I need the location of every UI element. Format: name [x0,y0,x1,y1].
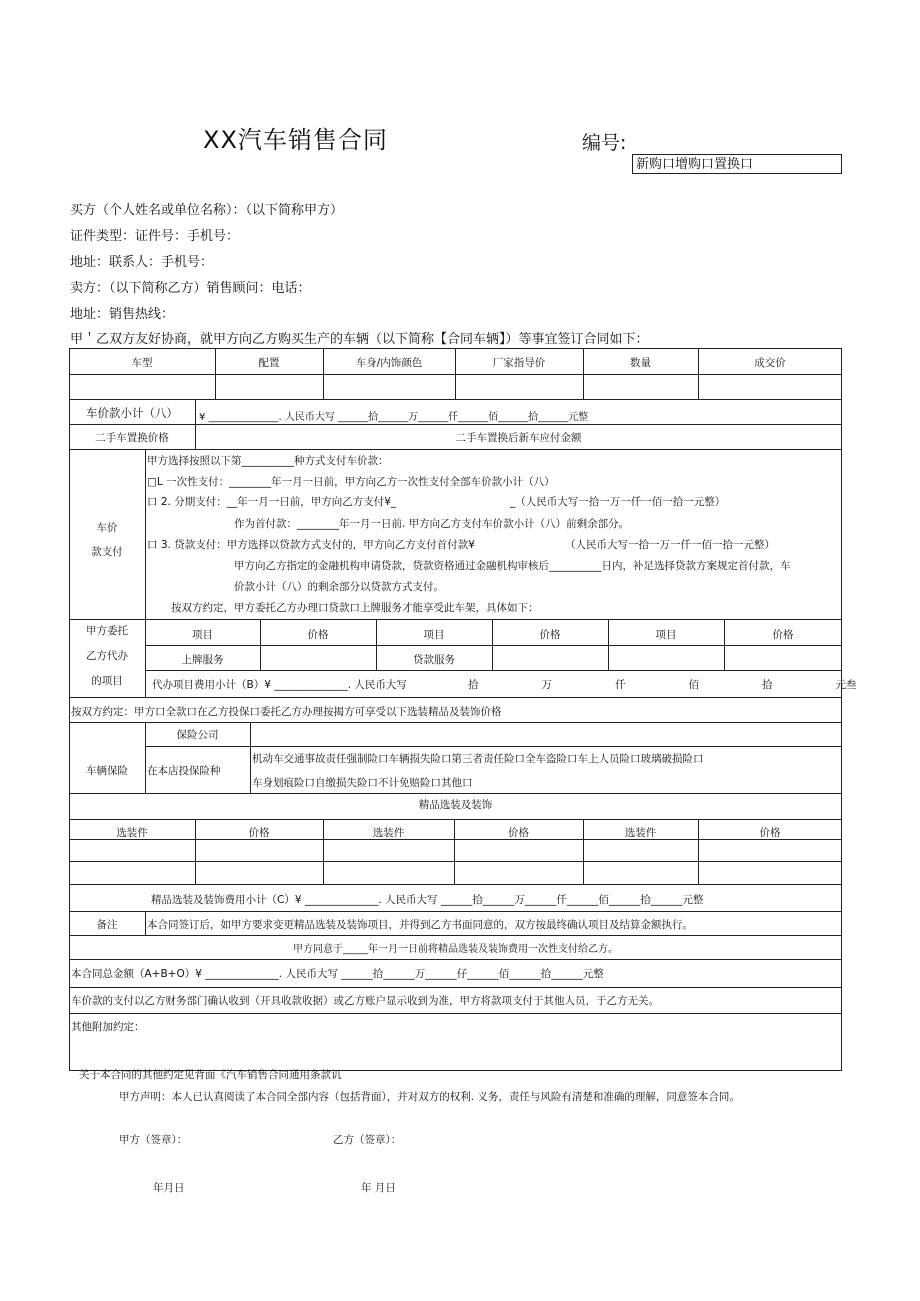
serial-number-label: 编号: [582,132,627,154]
accessories-header-price: 价格 [759,827,781,839]
accessories-title: 精品选装及装饰 [418,799,493,811]
trade-in-value: 二手车置换后新车应付金额 [455,432,582,444]
accessories-header-price: 价格 [248,827,270,839]
remarks-label: 备注 [96,919,118,931]
header-msrp: 厂家指导价 [492,357,546,369]
payment-label-1: 车价 [96,522,118,534]
trade-in-label: 二手车置换价格 [95,432,169,444]
other-terms-label: 其他附加约定： [71,1021,145,1033]
price-subtotal-label: 车价款小计（八） [86,406,178,420]
header-model: 车型 [131,357,153,369]
agency-label-3: 的项目 [91,675,123,687]
party-b-date[interactable]: 年 月日 [361,1182,396,1194]
agency-header-item: 项目 [655,629,677,641]
insurance-company-label: 保险公司 [176,729,219,741]
payment-option-full[interactable]: □L 一次性支付：________年一月一日前，甲方向乙方一次性支付全部车价款小计（八） [147,476,555,488]
insurance-agreement: 按双方约定：甲方口全款口在乙方投保口委托乙方办理按揭方可享受以下选装精品及装饰价格 [71,706,502,718]
header-config: 配置 [258,357,280,369]
agreement-intro: 甲＇乙双方友好协商，就甲方向乙方购买生产的车辆（以下简称【合同车辆】）等事宜签订合同如下： [70,332,649,347]
payment-installment-amount-words: _（人民币大写一拾一万一仟一佰一拾一元整） [510,496,726,508]
party-a-date[interactable]: 年月日 [153,1182,185,1194]
accessories-payment-agreement: 甲方同意于_____年一月一日前将精品选装及装饰费用一次性支付给乙方。 [293,944,618,955]
seller-address-line: 地址：销售热线： [70,307,175,322]
party-a-declaration: 甲方声明：本人已认真阅读了本合同全部内容（包括背面），并对双方的权利. 义务，责任与风险有清楚和准确的理解，同意签本合同。 [119,1091,740,1103]
seller-line: 卖方：（以下简称乙方）销售顾问：电话： [70,281,311,296]
agency-header-price: 价格 [772,629,794,641]
accessories-header-part: 选装件 [116,827,148,839]
agency-header-item: 项目 [192,629,213,641]
insurance-types-line-2[interactable]: 车身划痕险口自缴损失险口不计免赔险口其他口 [252,777,473,789]
payment-label-2: 款支付 [91,546,123,558]
header-deal-price: 成交价 [754,357,786,369]
payment-method-choice: 甲方选择按照以下第__________种方式支付车价款： [147,455,389,467]
payment-loan-terms-2: 价款小计（八）的剩余部分以贷款方式支付。 [234,581,444,593]
accessories-subtotal[interactable]: 精品选装及装饰费用小计（C）¥ ______________. 人民币大写 ______拾______万______仟______佰______拾______元整 [151,894,704,906]
price-subtotal-amount[interactable]: ¥ ______________. 人民币大写 ______拾______万______仟______佰______拾______元整 [199,412,589,423]
header-quantity: 数量 [630,357,651,369]
payment-option-loan[interactable]: 口 3. 贷款支付：甲方选择以贷款方式支付的，甲方向乙方支付首付款¥ [147,539,475,551]
contract-title: XX汽车销售合同 [203,126,388,154]
agency-header-price: 价格 [307,629,329,641]
contract-total-amount[interactable]: 本合同总金额（A+B+O）¥ ______________. 人民币大写 ______拾______万______仔______佰______拾______元整 [71,968,604,980]
agency-item-plate: 上牌服务 [181,654,224,666]
remarks-text: 本合同签订后，如甲方要求变更精品选装及装饰项目，并得到乙方书面同意的，双方按最终确认项目及结算金额执行。 [147,919,693,931]
payment-loan-terms-1: 甲方向乙方指定的金融机构申请贷款，贷款资格通过金融机构审核后__________日内，补足选择贷款方案规定首付款，车 [234,560,791,572]
payment-down-payment: 作为首付款：________年一月一日前. 甲方向乙方支付车价款小计（八）前剩余部分。 [234,518,630,530]
buyer-id-line: 证件类型：证件号：手机号： [70,229,240,244]
buyer-line: 买方（个人姓名或单位名称）：（以下简称甲方） [70,203,344,218]
payment-option-installment[interactable]: 口 2. 分期支付：__年一月一日前，甲方向乙方支付¥_ [147,496,397,508]
agency-header-price: 价格 [539,629,561,641]
agency-header-item: 项目 [423,629,445,641]
general-terms-note: 关于本合同的其他约定见背面《汽车销售合同通用条款讥 [79,1069,342,1081]
insurance-local-label: 在本店投保险种 [147,765,221,777]
purchase-type-options[interactable]: 新购口增购口置换口 [632,154,842,174]
payment-loan-amount-words: （人民币大写一拾一万一仟一佰一拾一元整） [565,539,775,551]
header-color: 车身/内饰颜色 [355,357,423,369]
insurance-types-line-1[interactable]: 机动车交通事故责任强制险口车辆损失险口第三者责任险口全车盗险口车上人员险口玻璃破损险口 [252,753,704,765]
agency-item-loan: 贷款服务 [413,654,455,666]
accessories-header-price: 价格 [508,827,529,839]
insurance-label: 车辆保险 [86,765,128,777]
agency-label-1: 甲方委托 [86,625,128,637]
agency-subtotal-units: 拾 万 仟 佰 拾 元叁 [468,679,857,691]
accessories-header-part: 选装件 [372,827,405,839]
agency-label-2: 乙方代办 [86,650,128,662]
party-a-signature[interactable]: 甲方（签章）： [119,1134,188,1146]
payment-agency-note: 按双方约定，甲方委托乙方办理口贷款口上牌服务才能享受此车架，具体如下： [171,602,539,614]
buyer-address-line: 地址：联系人：手机号： [70,255,214,270]
agency-subtotal[interactable]: 代办项目费用小计（B）¥ ______________. 人民币大写 [152,679,407,691]
accessories-header-part: 选装件 [624,827,657,839]
party-b-signature[interactable]: 乙方（签章）： [333,1134,402,1146]
payment-confirmation-note: 车价款的支付以乙方财务部门确认收到（开具收款收据）或乙方账户显示收到为准，甲方将款项支付于其他人员，于乙方无关。 [71,995,659,1007]
